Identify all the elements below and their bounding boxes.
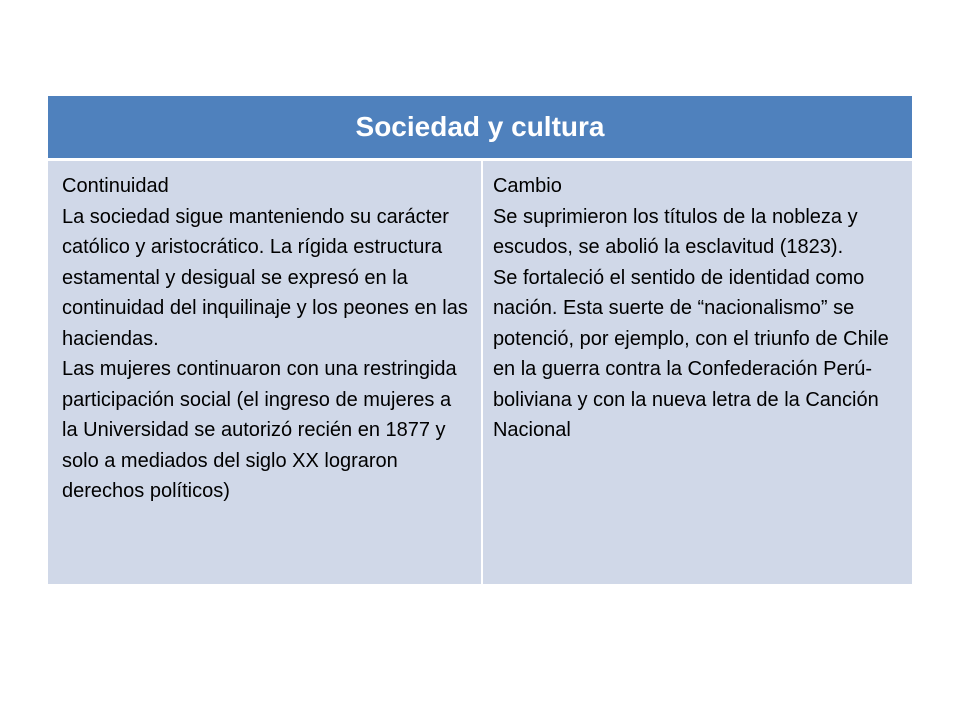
content-table [48,96,912,584]
cambio-paragraph-1: Se suprimieron los títulos de la nobleza y escudos, se abolió la esclavitud (1823). [492,205,858,258]
cambio-cell [482,160,912,585]
cambio-heading: Cambio [492,175,562,197]
table-title: Sociedad y cultura [48,96,912,160]
table-header-row [48,96,912,160]
table-row [48,160,912,585]
continuidad-heading: Continuidad [62,175,169,197]
cambio-paragraph-2: Se fortaleció el sentido de identidad como nación. Esta suerte de “nacionalismo” se potenció, por ejemplo, con el triunfo de Chile en la guerra contra la Confederación Perú-boliviana y con la nueva letra de la Canción Nacional [492,266,889,441]
continuidad-cell [48,160,482,585]
continuidad-paragraph-1: La sociedad sigue manteniendo su carácter católico y aristocrático. La rígida estructura estamental y desigual se expresó en la continuidad del inquilinaje y los peones en las haciendas. [62,205,468,350]
continuidad-paragraph-2: Las mujeres continuaron con una restringida participación social (el ingreso de mujeres a la Universidad se autorizó recién en 1877 y solo a mediados del siglo XX lograron derechos políticos) [62,358,457,502]
